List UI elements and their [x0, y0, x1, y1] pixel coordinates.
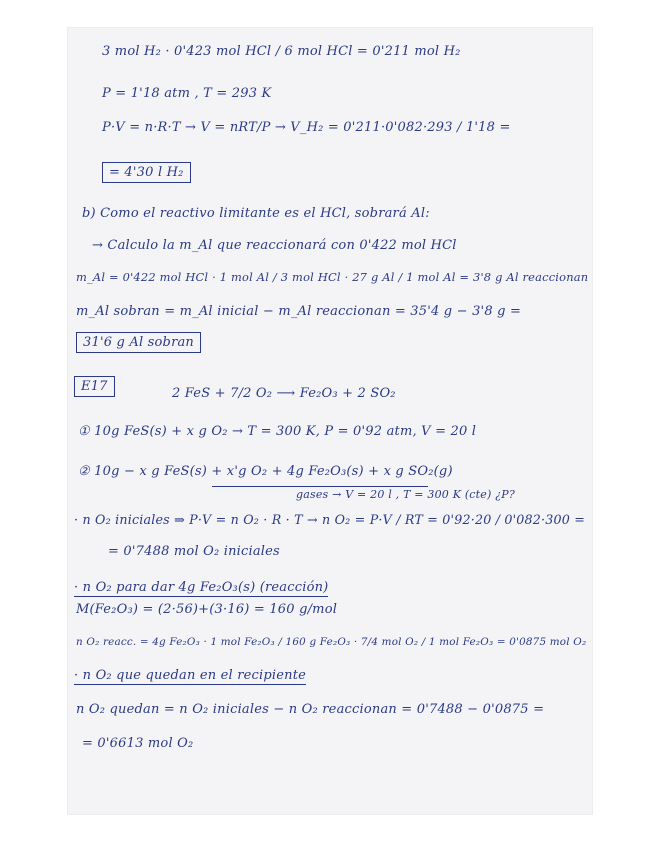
o2-remaining-calc: n O₂ quedan = n O₂ iniciales − n O₂ reaccionan = 0'7488 − 0'0875 = [76, 702, 545, 717]
gases-conditions: gases → V = 20 l , T = 300 K (cte) ¿P? [296, 488, 515, 501]
al-leftover-result: 31'6 g Al sobran [76, 332, 201, 353]
al-mass-reacted: m_Al = 0'422 mol HCl · 1 mol Al / 3 mol HCl · 27 g Al / 1 mol Al = 3'8 g Al reaccionan [76, 270, 589, 284]
final-state: ② 10g − x g FeS(s) + x'g O₂ + 4g Fe₂O₃(s) + x g SO₂(g) [78, 464, 453, 479]
initial-o2-result: = 0'7488 mol O₂ iniciales [108, 544, 280, 559]
al-mass-leftover: m_Al sobran = m_Al inicial − m_Al reaccionan = 35'4 g − 3'8 g = [76, 304, 522, 319]
h2-moles-calc: 3 mol H₂ · 0'423 mol HCl / 6 mol HCl = 0'211 mol H₂ [102, 44, 461, 59]
o2-remaining-heading: · n O₂ que quedan en el recipiente [74, 668, 307, 683]
exercise-label: E17 [74, 376, 115, 397]
o2-reacted-calc: n O₂ reacc. = 4g Fe₂O₃ · 1 mol Fe₂O₃ / 160 g Fe₂O₃ · 7/4 mol O₂ / 1 mol Fe₂O₃ = 0'0875 mol O₂ [76, 636, 587, 648]
o2-remaining-result: = 0'6613 mol O₂ [82, 736, 194, 751]
reaction-equation: 2 FeS + 7/2 O₂ ⟶ Fe₂O₃ + 2 SO₂ [172, 386, 396, 401]
molar-mass-fe2o3: M(Fe₂O₃) = (2·56)+(3·16) = 160 g/mol [76, 602, 338, 617]
o2-reacted-heading: · n O₂ para dar 4g Fe₂O₃(s) (reacción) [74, 580, 329, 595]
initial-o2-moles: · n O₂ iniciales ⇒ P·V = n O₂ · R · T → n O₂ = P·V / RT = 0'92·20 / 0'082·300 = [74, 512, 586, 527]
h2-volume-result: = 4'30 l H₂ [102, 162, 191, 183]
gases-brace [212, 486, 428, 487]
part-b-heading: b) Como el reactivo limitante es el HCl, sobrará Al: [82, 206, 430, 221]
ideal-gas-volume: P·V = n·R·T → V = nRT/P → V_H₂ = 0'211·0'082·293 / 1'18 = [102, 120, 511, 135]
pressure-temperature: P = 1'18 atm , T = 293 K [102, 86, 272, 101]
al-mass-step: → Calculo la m_Al que reaccionará con 0'422 mol HCl [92, 238, 457, 253]
notebook-page [68, 28, 592, 814]
initial-state: ① 10g FeS(s) + x g O₂ → T = 300 K, P = 0'92 atm, V = 20 l [78, 424, 477, 439]
